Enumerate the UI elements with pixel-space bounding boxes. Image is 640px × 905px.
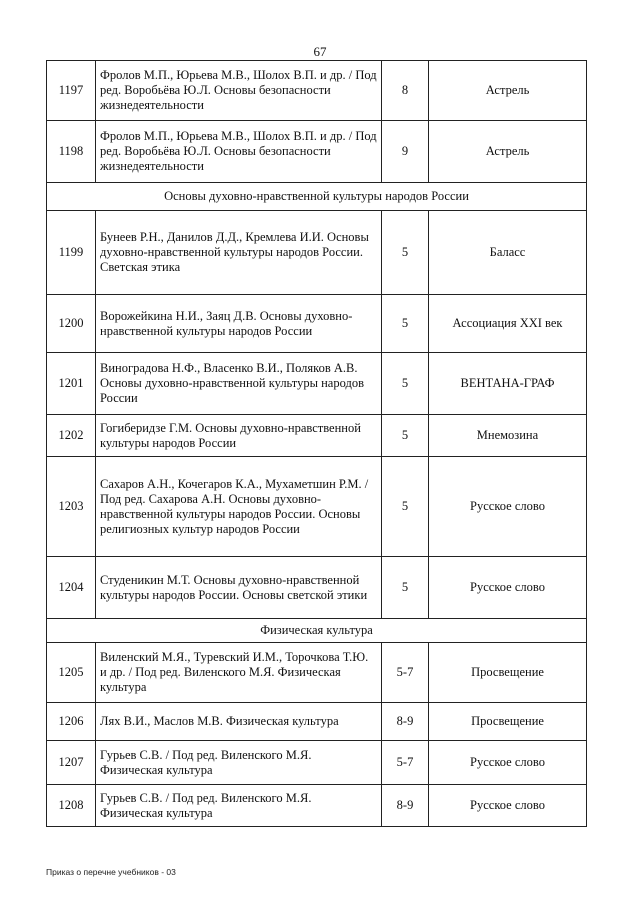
table-row [47, 121, 587, 183]
publisher: ВЕНТАНА-ГРАФ [429, 353, 587, 415]
row-number: 1203 [47, 457, 96, 557]
table-row [47, 557, 587, 619]
table-row [47, 741, 587, 785]
row-number: 1199 [47, 211, 96, 295]
footer-note: Приказ о перечне учебников - 03 [46, 867, 176, 877]
table-row [47, 457, 587, 557]
publisher: Баласс [429, 211, 587, 295]
grade: 9 [382, 121, 429, 183]
authors-title: Фролов М.П., Юрьева М.В., Шолох В.П. и др. / Под ред. Воробьёва Ю.Л. Основы безопасности жизнедеятельности [96, 121, 382, 183]
row-number: 1197 [47, 61, 96, 121]
table-row [47, 643, 587, 703]
table-row [47, 415, 587, 457]
publisher: Мнемозина [429, 415, 587, 457]
table-row [47, 295, 587, 353]
authors-title: Бунеев Р.Н., Данилов Д.Д., Кремлева И.И. Основы духовно-нравственной культуры народов России. Светская этика [96, 211, 382, 295]
row-number: 1208 [47, 785, 96, 827]
publisher: Русское слово [429, 741, 587, 785]
textbook-table [46, 60, 587, 827]
publisher: Просвещение [429, 643, 587, 703]
authors-title: Виноградова Н.Ф., Власенко В.И., Поляков А.В. Основы духовно-нравственной культуры народов России [96, 353, 382, 415]
grade: 8-9 [382, 785, 429, 827]
publisher: Русское слово [429, 457, 587, 557]
authors-title: Лях В.И., Маслов М.В. Физическая культура [96, 703, 382, 741]
authors-title: Гурьев С.В. / Под ред. Виленского М.Я. Физическая культура [96, 785, 382, 827]
publisher: Русское слово [429, 557, 587, 619]
row-number: 1207 [47, 741, 96, 785]
publisher: Астрель [429, 121, 587, 183]
publisher: Астрель [429, 61, 587, 121]
grade: 5 [382, 415, 429, 457]
row-number: 1200 [47, 295, 96, 353]
table-row [47, 211, 587, 295]
table-row [47, 703, 587, 741]
authors-title: Гурьев С.В. / Под ред. Виленского М.Я. Физическая культура [96, 741, 382, 785]
section-row [47, 619, 587, 643]
publisher: Просвещение [429, 703, 587, 741]
row-number: 1204 [47, 557, 96, 619]
authors-title: Студеникин М.Т. Основы духовно-нравственной культуры народов России. Основы светской этики [96, 557, 382, 619]
page-number: 67 [313, 44, 327, 59]
grade: 5 [382, 457, 429, 557]
grade: 8-9 [382, 703, 429, 741]
row-number: 1201 [47, 353, 96, 415]
grade: 5-7 [382, 643, 429, 703]
authors-title: Сахаров А.Н., Кочегаров К.А., Мухаметшин Р.М. / Под ред. Сахарова А.Н. Основы духовно-нравственной культуры народов России. Основы религиозных культур народов России [96, 457, 382, 557]
authors-title: Ворожейкина Н.И., Заяц Д.В. Основы духовно-нравственной культуры народов России [96, 295, 382, 353]
table-row [47, 61, 587, 121]
grade: 5 [382, 211, 429, 295]
authors-title: Виленский М.Я., Туревский И.М., Торочкова Т.Ю. и др. / Под ред. Виленского М.Я. Физическая культура [96, 643, 382, 703]
section-title: Основы духовно-нравственной культуры народов России [47, 183, 587, 211]
table-row [47, 353, 587, 415]
grade: 5 [382, 557, 429, 619]
table-row [47, 785, 587, 827]
publisher: Русское слово [429, 785, 587, 827]
row-number: 1198 [47, 121, 96, 183]
grade: 8 [382, 61, 429, 121]
section-title: Физическая культура [47, 619, 587, 643]
row-number: 1206 [47, 703, 96, 741]
authors-title: Фролов М.П., Юрьева М.В., Шолох В.П. и др. / Под ред. Воробьёва Ю.Л. Основы безопасности жизнедеятельности [96, 61, 382, 121]
row-number: 1205 [47, 643, 96, 703]
authors-title: Гогиберидзе Г.М. Основы духовно-нравственной культуры народов России [96, 415, 382, 457]
section-row [47, 183, 587, 211]
grade: 5 [382, 353, 429, 415]
row-number: 1202 [47, 415, 96, 457]
grade: 5-7 [382, 741, 429, 785]
grade: 5 [382, 295, 429, 353]
publisher: Ассоциация XXI век [429, 295, 587, 353]
